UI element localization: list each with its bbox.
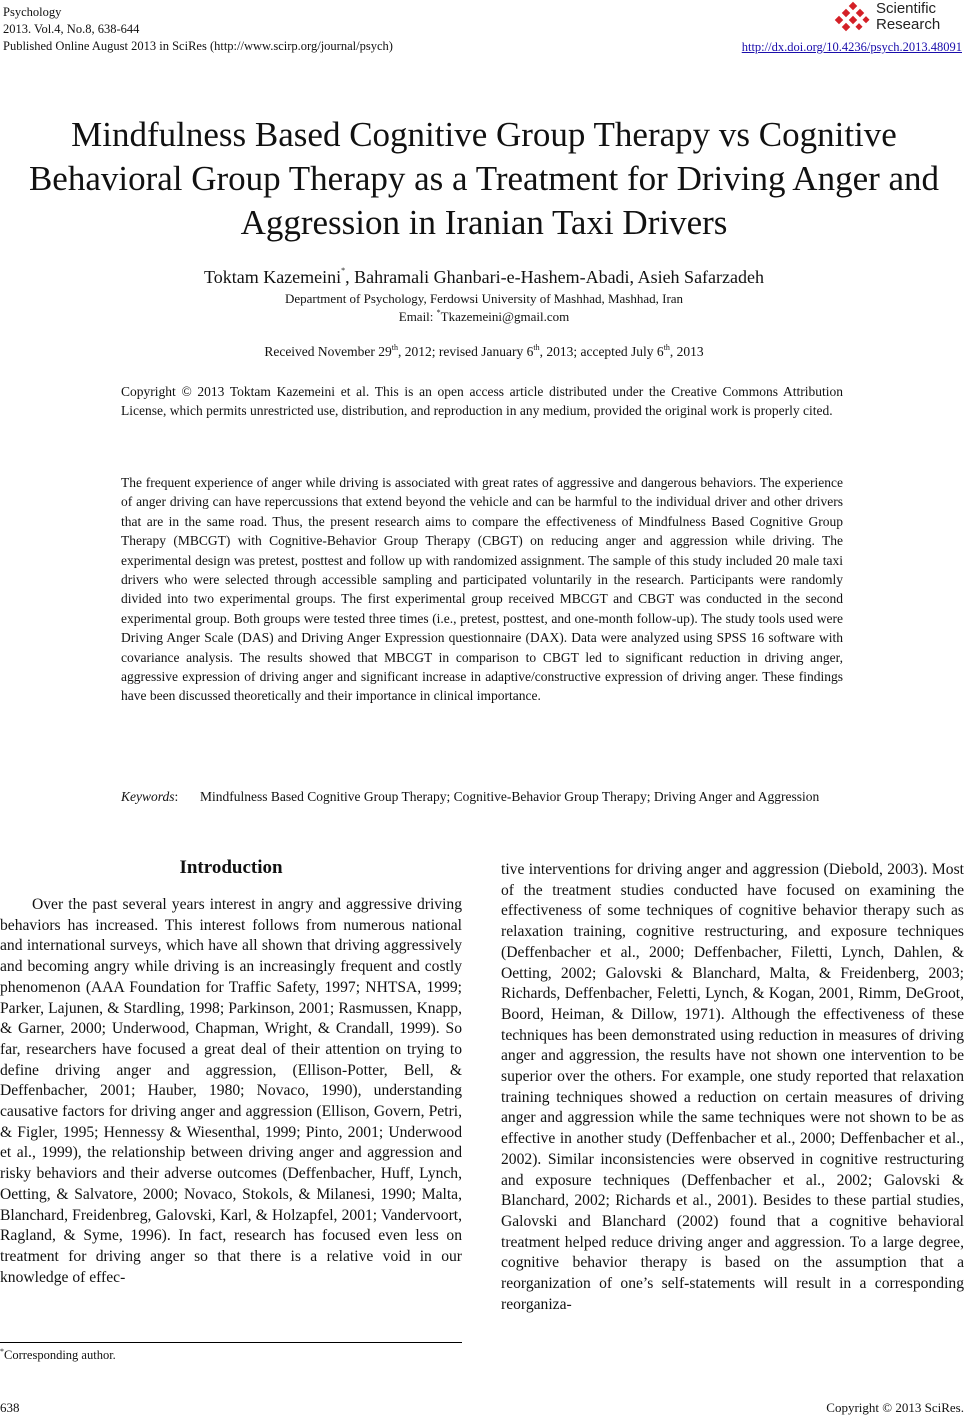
abstract: The frequent experience of anger while driving is associated with great rates of aggressive and dangerous behaviors. The experience of anger driving can have repercussions that extend beyond the vehicle and can be harmful to the individual driver and other drivers that are in the same road. Thus, the present research aims to compare the effectiveness of Mindfulness Based Cognitive Group Therapy (MBCGT) with Cognitive-Behavior Group Therapy (CBGT) on reducing anger and aggression while driving. The experimental design was pretest, posttest and follow up with randomized assignment. The sample of this study included 20 male taxi drivers who were selected through accessible sampling and participated voluntarily in the research. Participants were randomly divided into two experimental groups. The first experimental group received MBCGT and CBGT was conducted in the second experimental group. Both groups were tested three times (i.e., pretest, posttest, and one-month follow-up). The study tools used were Driving Anger Scale (DAS) and Driving Anger Expression questionnaire (DAX). Data were analyzed using SPSS 16 software with covariance analysis. The results showed that MBCGT in comparison to CBGT led to significant reduction in driving anger, aggressive expression of driving anger and significant increase in adaptive/constructive expression of driving anger. These findings have been discussed theoretically and their importance in clinical importance.: [121, 475, 843, 704]
footnote-rule: [0, 1342, 462, 1343]
footer-copyright: Copyright © 2013 SciRes.: [826, 1400, 964, 1415]
email-address: Tkazemeini@gmail.com: [440, 309, 570, 324]
right-column-text: tive interventions for driving anger and aggression (Diebold, 2003). Most of the treatment studies conducted have focused on examining the effectiveness of some techniques of cognitive behavior therapy such as relaxation training, cognitive restructuring, and exposure techniques (Deffenbacher et al., 2000; Deffenbacher, Filetti, Lynch, Dahlen, & Oetting, 2002; Galovski & Blanchard, Malta, & Freidenberg, 2003; Richards, Deffenbacher, Feletti, Lynch, & Kogan, 2001, Rimm, DeGroot, Boord, Heiman, & Dillow, 1971). Although the effectiveness of these techniques has been demonstrated using reduction in measures of driving anger and aggression, the results have not shown one intervention to be superior over the others. For example, one study reported that relaxation training techniques showed a reduction on certain measures of driving anger and aggression while the same techniques were not shown to be as effective in another study (Deffenbacher et al., 2000; Deffenbacher et al., 2002). Similar inconsistencies were observed in cognitive restructuring and exposure techniques (Deffenbacher et al., 2002; Galovski & Blanchard, 2002; Richards et al., 2001). Besides to these partial studies, Galovski and Blanchard (2002) found that a cognitive behavioral treatment helped reduce driving anger and aggression. To a large degree, cognitive behavior therapy is based on the assumption that a reorganization of one’s self-statements will result in a corresponding reorganiza-: [501, 861, 964, 1313]
corresponding-mark: *: [341, 266, 346, 275]
footnote: [0, 1348, 116, 1363]
email-label: Email:: [398, 309, 437, 324]
other-authors: , Bahramali Ghanbari-e-Hashem-Abadi, Asieh Safarzadeh: [345, 267, 765, 287]
revised-sup: th: [533, 343, 540, 352]
scientific-research-diamond-logo-icon: [834, 1, 874, 35]
keywords-text: Mindfulness Based Cognitive Group Therapy; Cognitive-Behavior Group Therapy; Driving Anger and Aggression: [200, 789, 820, 804]
email-mark: *: [436, 308, 441, 317]
copyright-notice: Copyright © 2013 Toktam Kazemeini et al. This is an open access article distributed under the Creative Commons Attribution License, which permits unrestricted use, distribution, and reproduction in any medium, provided the original work is properly cited.: [121, 384, 843, 419]
accepted-sup: th: [663, 343, 670, 352]
keywords-label: Keywords: [121, 789, 175, 804]
submission-dates: [0, 344, 968, 360]
publisher-logo-text: [876, 1, 940, 33]
footnote-mark: *: [0, 1347, 4, 1356]
section-heading-introduction: Introduction: [179, 857, 283, 878]
received-sup: th: [391, 343, 399, 352]
author-list: [0, 267, 968, 288]
journal-name: Psychology: [3, 5, 62, 19]
accepted-year: , 2013: [669, 344, 704, 359]
revised-date: , 2012; revised January 6: [398, 344, 534, 359]
logo-line-2: Research: [876, 16, 941, 33]
keywords: Keywords: Mindfulness Based Cognitive Group Therapy; Cognitive-Behavior Group Therapy; Driving Anger and Aggression: [121, 787, 843, 806]
publisher-logo: [834, 1, 964, 37]
received-date: Received November 29: [264, 344, 392, 359]
journal-volume: 2013. Vol.4, No.8, 638-644: [3, 22, 140, 36]
accepted-date: , 2013; accepted July 6: [539, 344, 664, 359]
first-author: Toktam Kazemeini: [203, 267, 342, 287]
page-number: 638: [0, 1400, 20, 1415]
paper-title: Mindfulness Based Cognitive Group Therapy vs Cognitive Behavioral Group Therapy as a Treatment for Driving Anger and Aggression in Iranian Taxi Drivers: [28, 115, 940, 242]
doi-link[interactable]: http://dx.doi.org/10.4236/psych.2013.48091: [741, 40, 962, 54]
logo-line-1: Scientific: [876, 0, 937, 17]
affiliation: Department of Psychology, Ferdowsi University of Mashhad, Mashhad, Iran: [284, 291, 684, 306]
left-column-text: Over the past several years interest in angry and aggressive driving behaviors has increased. This interest follows from numerous national and international surveys, which have all shown that driving aggressively and becoming angry while driving is an increasingly frequent and costly phenomenon (AAA Foundation for Traffic Safety, 1997; NHTSA, 1999; Parker, Lajunen, & Stardling, 1998; Parkinson, 2001; Rasmussen, Knapp, & Garner, 2000; Underwood, Chapman, Wright, & Crandall, 1999). So far, researchers have focused a great deal of their attention on trying to define driving anger and aggression, (Ellison-Potter, Bell, & Deffenbacher, 2001; Hauber, 1980; Novaco, 1990), understanding causative factors for driving anger and aggression (Ellison, Govern, Petri, & Figler, 1995; Hennessy & Wiesenthal, 1999; Pinto, 2001; Underwood et al., 1999), the relationship between driving anger and aggression and risky behaviors and their adverse outcomes (Deffenbacher, Huff, Lynch, Oetting, & Salvatore, 2000; Novaco, Stokols, & Milanesi, 1990; Malta, Blanchard, Freidenbreg, Galovski, Karl, & Holzapfel, 2001; Vandervoort, Ragland, & Syme, 1996). In fact, research has focused even less on treatment for driving anger so that there is a relative void in our knowledge of effec-: [0, 896, 462, 1286]
footnote-text: Corresponding author.: [4, 1348, 116, 1362]
publication-note: Published Online August 2013 in SciRes (http://www.scirp.org/journal/psych): [3, 39, 393, 53]
email-line: [0, 309, 968, 325]
